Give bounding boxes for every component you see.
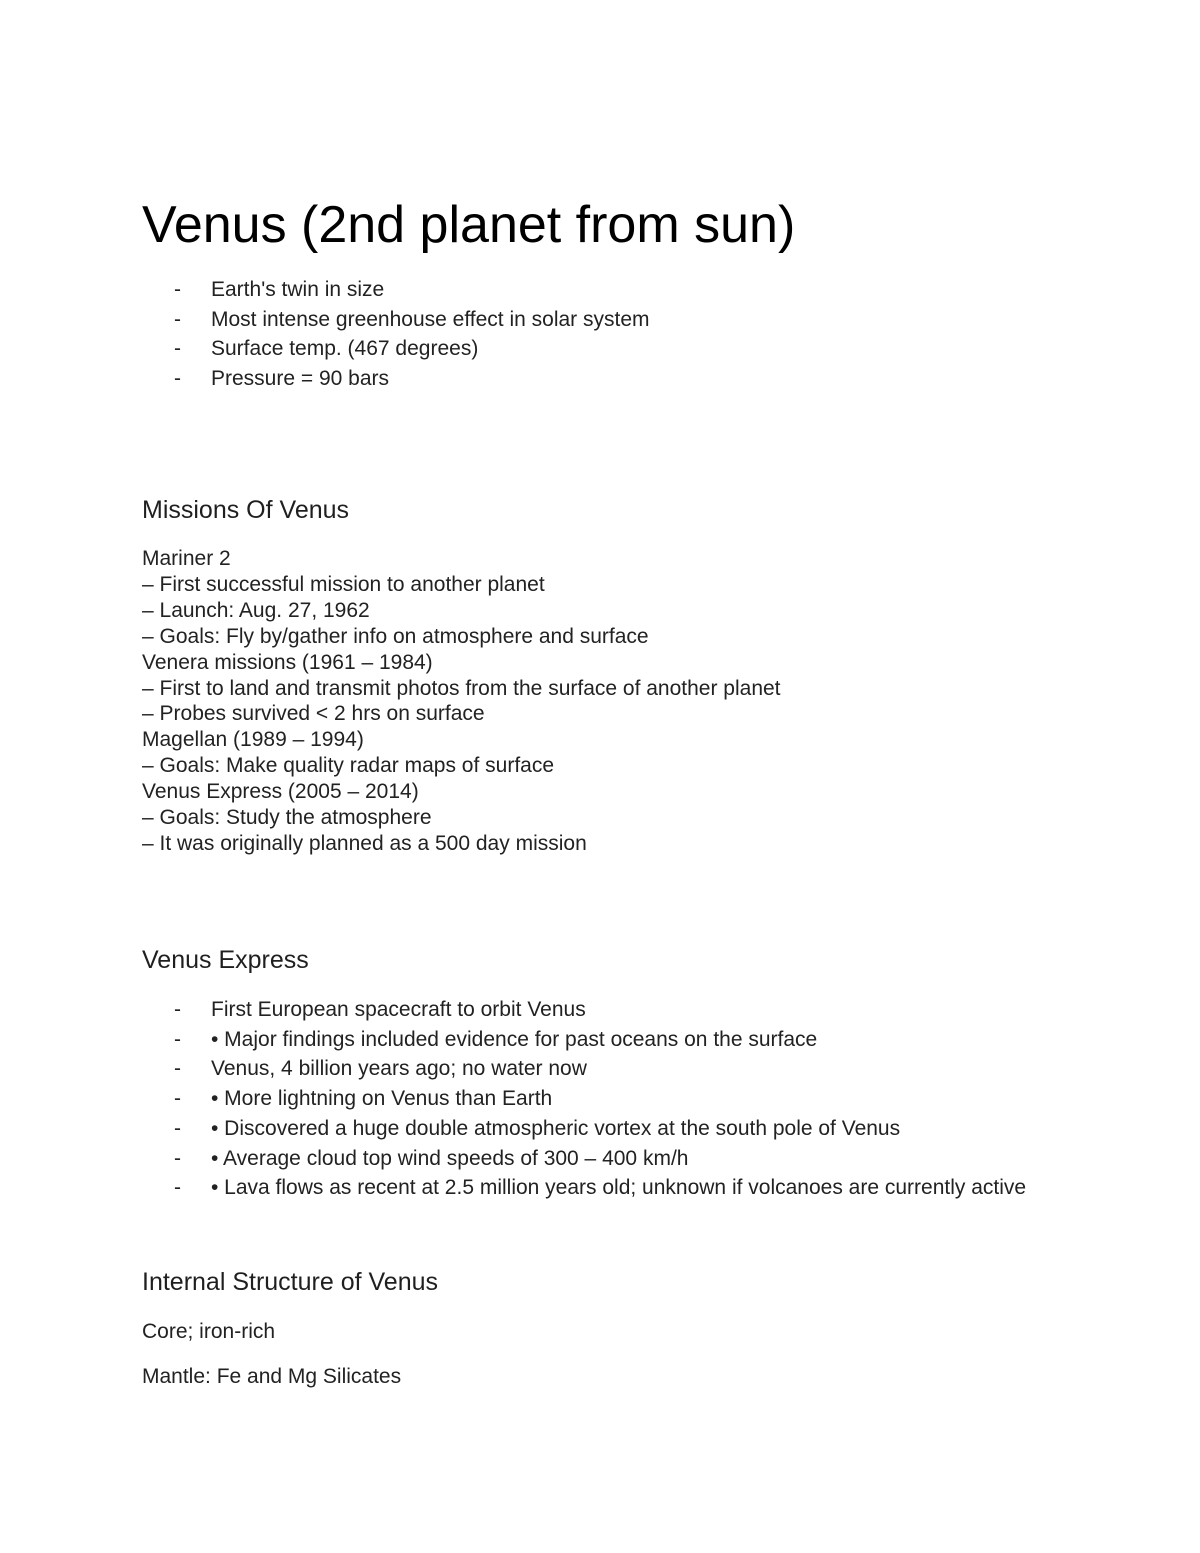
mission-line: – Probes survived < 2 hrs on surface (142, 702, 485, 726)
list-item-text: Most intense greenhouse effect in solar system (211, 307, 650, 331)
missions-list (142, 546, 781, 857)
dash-bullet: - (174, 1176, 181, 1200)
mission-line: – Goals: Fly by/gather info on atmosphere and surface (142, 624, 649, 648)
intro-list (142, 275, 1051, 394)
page-title: Venus (2nd planet from sun) (142, 196, 796, 254)
list-item (142, 334, 1051, 364)
mission-line: – Goals: Study the atmosphere (142, 806, 432, 830)
list-item (142, 1025, 1051, 1055)
mission-line: – First successful mission to another planet (142, 572, 545, 596)
dash-bullet: - (174, 1116, 181, 1140)
core-text: Core; iron-rich (142, 1320, 276, 1343)
list-item-text: First European spacecraft to orbit Venus (211, 998, 586, 1021)
internal-structure-heading: Internal Structure of Venus (142, 1268, 439, 1296)
list-item (142, 1054, 1051, 1084)
list-item (142, 305, 1051, 335)
list-item (142, 1144, 1051, 1174)
list-item (142, 995, 1051, 1025)
mantle-text: Mantle: Fe and Mg Silicates (142, 1365, 402, 1388)
list-item-text: Venus, 4 billion years ago; no water now (211, 1057, 587, 1081)
list-item-text: • Major findings included evidence for past oceans on the surface (211, 1027, 818, 1051)
mission-line: Venera missions (1961 – 1984) (142, 650, 433, 674)
list-item-text: • Average cloud top wind speeds of 300 – 400 km/h (211, 1146, 689, 1170)
list-item-text: Earth's twin in size (211, 278, 385, 301)
list-item-text: Pressure = 90 bars (211, 367, 390, 391)
mission-line: – Goals: Make quality radar maps of surface (142, 754, 555, 778)
venus-express-heading: Venus Express (142, 946, 309, 974)
dash-bullet: - (174, 1087, 181, 1111)
mission-line: – It was originally planned as a 500 day mission (142, 831, 587, 855)
list-item-text: • More lightning on Venus than Earth (211, 1087, 553, 1111)
mission-line: Venus Express (2005 – 2014) (142, 780, 419, 804)
dash-bullet: - (174, 998, 181, 1021)
list-item-text: Surface temp. (467 degrees) (211, 337, 479, 361)
dash-bullet: - (174, 337, 181, 361)
list-item-text: • Discovered a huge double atmospheric vortex at the south pole of Venus (211, 1116, 901, 1140)
dash-bullet: - (174, 1057, 181, 1081)
dash-bullet: - (174, 307, 181, 331)
missions-heading: Missions Of Venus (142, 496, 350, 524)
dash-bullet: - (174, 278, 181, 301)
dash-bullet: - (174, 367, 181, 391)
mission-line: Mariner 2 (142, 547, 231, 570)
list-item (142, 275, 1051, 305)
dash-bullet: - (174, 1027, 181, 1051)
list-item (142, 364, 1051, 394)
dash-bullet: - (174, 1146, 181, 1170)
list-item-text: • Lava flows as recent at 2.5 million years old; unknown if volcanoes are currently active (211, 1176, 1027, 1200)
list-item (142, 1084, 1051, 1114)
mission-line: – Launch: Aug. 27, 1962 (142, 598, 370, 622)
list-item (142, 1114, 1051, 1144)
venus-express-list (142, 995, 1051, 1203)
mission-line: – First to land and transmit photos from the surface of another planet (142, 676, 781, 700)
list-item (142, 1173, 1051, 1203)
mission-line: Magellan (1989 – 1994) (142, 728, 364, 752)
